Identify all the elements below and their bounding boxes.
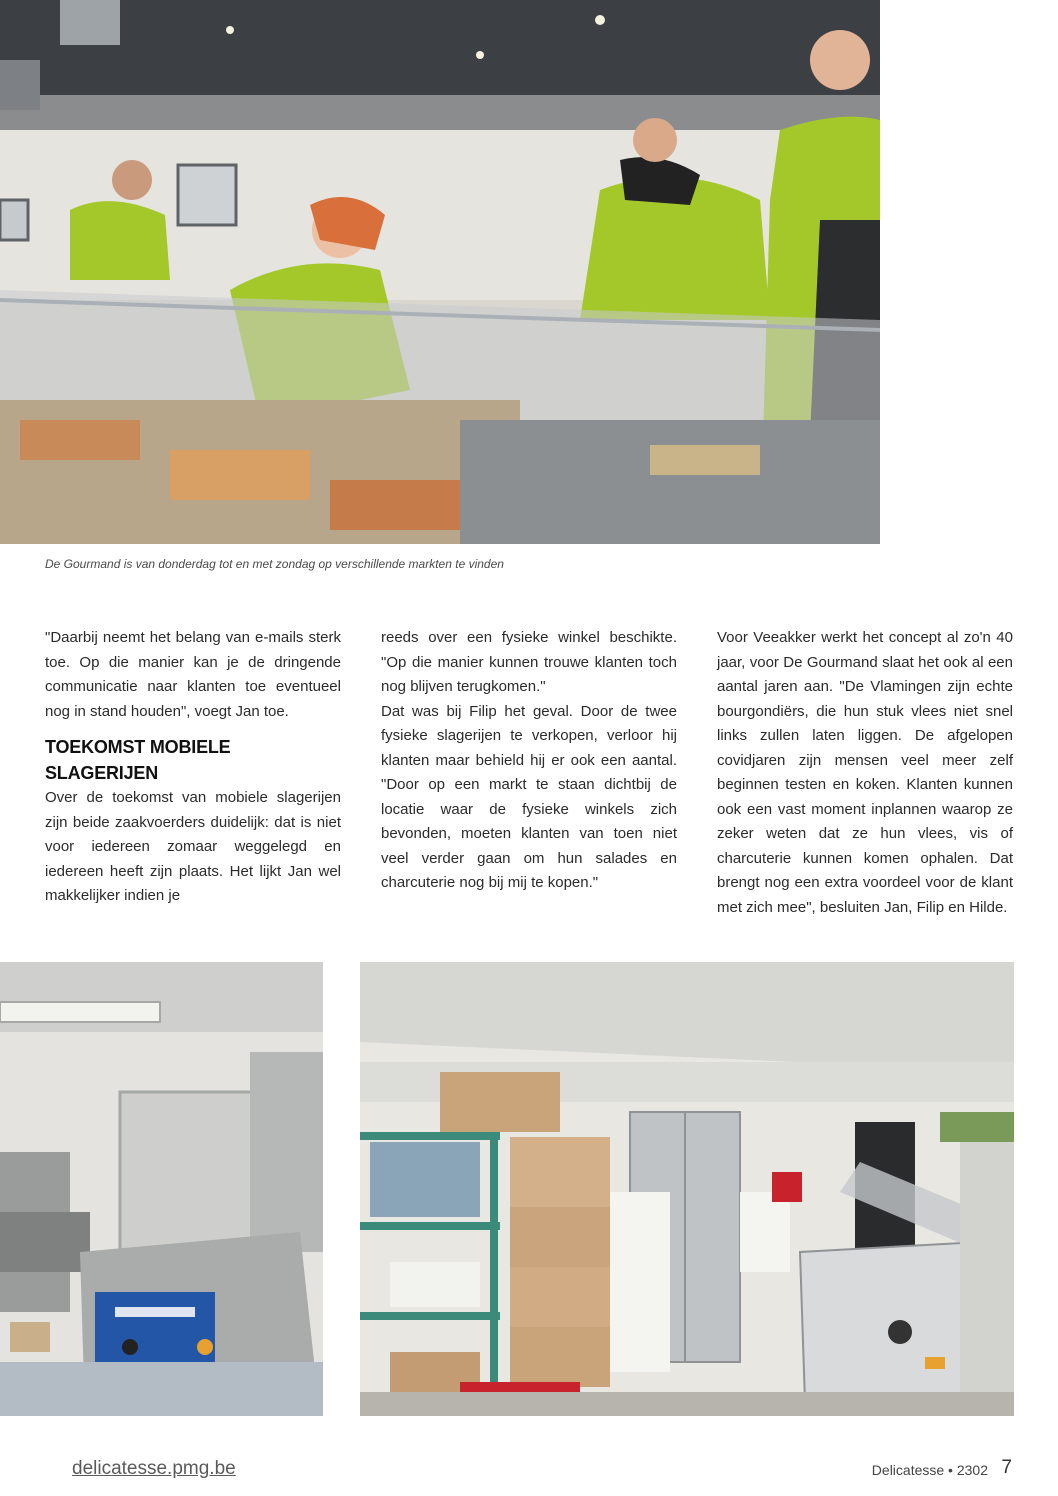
page-number: 7 (1001, 1457, 1012, 1478)
market-stall-photo (0, 0, 880, 544)
paragraph: Dat was bij Filip het geval. Door de twee fysieke slagerijen te verkopen, verloor hij klanten maar behield hij er ook een aantal. "Door op een markt te staan dichtbij de locatie waar de fysieke winkels zich bevonden, moeten klanten van toen niet veel verder gaan om hun salades en charcuterie nog bij mij te kopen." (381, 702, 677, 891)
paragraph: Voor Veeakker werkt het concept al zo'n 40 jaar, voor De Gourmand slaat het ook al een aantal jaren aan. "De Vlamingen zijn echte bourgondiërs, die hun stuk vlees niet snel links zullen laten liggen. De afgelopen covidjaren zijn mensen veel meer zelf beginnen testen en koken. Klanten kunnen ook een vast moment inplannen waarop ze zeker weten dat ze hun vlees, vis of charcuterie kunnen komen ophalen. Dat brengt nog een extra voordeel voor de klant met zich mee", besluiten Jan, Filip en Hilde. (717, 629, 1013, 916)
photo-caption: De Gourmand is van donderdag tot en met zondag op verschillende markten te vinden (45, 557, 504, 571)
paragraph: reeds over een fysieke winkel beschikte. "Op die manier kunnen trouwe klanten toch nog blijven terugkomen." (381, 629, 677, 695)
paragraph: Over de toekomst van mobiele slagerijen zijn beide zaakvoerders duidelijk: dat is niet voor iedereen zomaar weggelegd en iedereen heeft zijn plaats. Het lijkt Jan wel makkelijker indien je (45, 789, 341, 904)
footer-website-link[interactable]: delicatesse.pmg.be (72, 1458, 236, 1479)
text-column-2 (381, 626, 677, 896)
paragraph: "Daarbij neemt het belang van e-mails sterk toe. Op die manier kan je de dringende communicatie naar klanten toe eventueel nog in stand houden", voegt Jan toe. (45, 629, 341, 720)
section-heading: TOEKOMST MOBIELE SLAGERIJEN (45, 737, 231, 783)
text-column-3 (717, 626, 1013, 920)
text-column-1 (45, 626, 341, 909)
storage-room-photo (360, 962, 1014, 1416)
vacuum-machine-photo (0, 962, 323, 1416)
footer-magazine-issue: Delicatesse • 2302 (871, 1462, 988, 1478)
